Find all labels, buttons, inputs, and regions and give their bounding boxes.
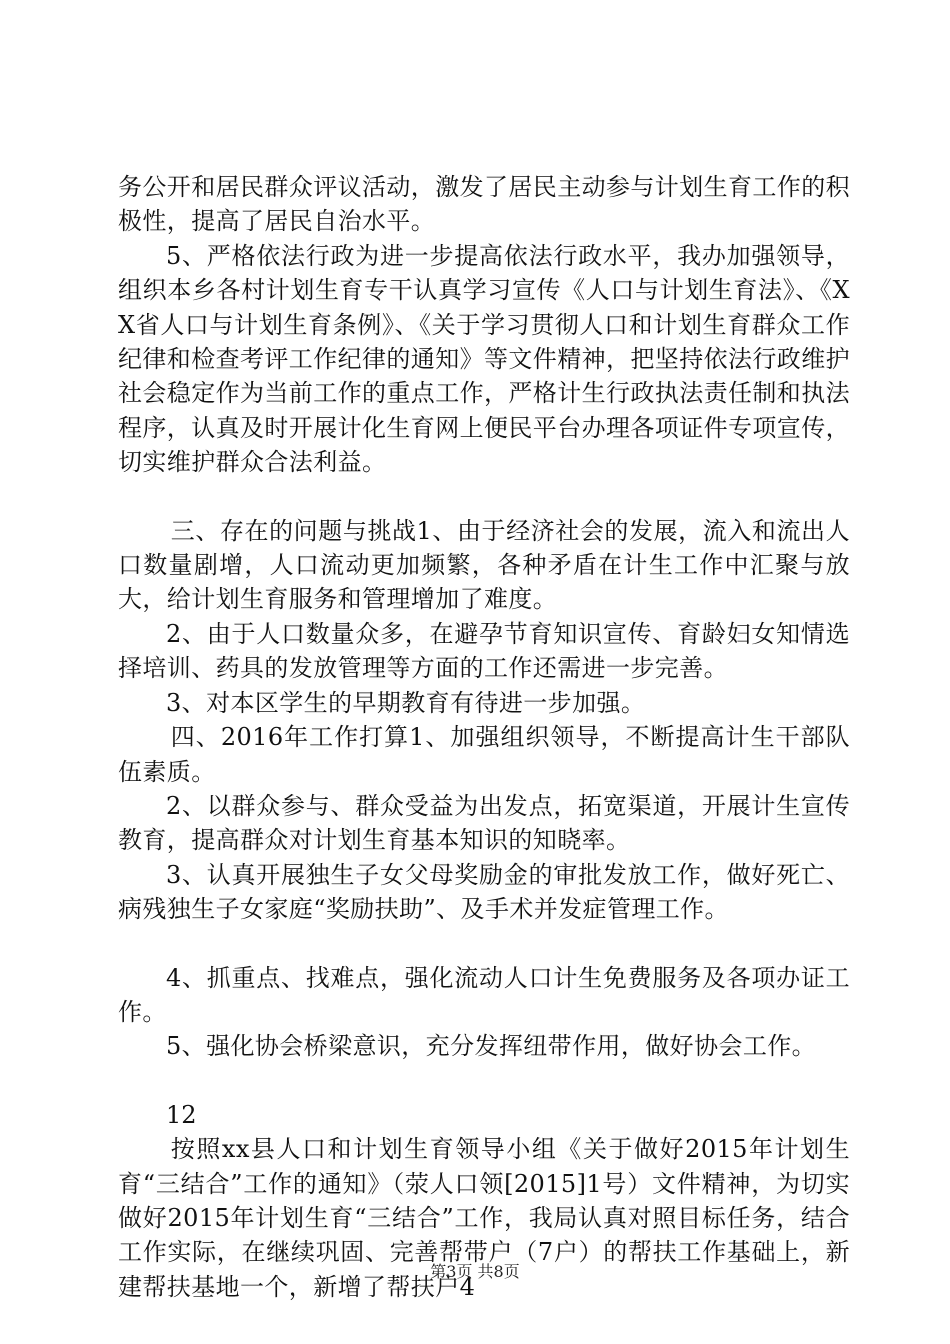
paragraph-law-enforcement: 5、严格依法行政为进一步提高依法行政水平，我办加强领导，组织本乡各村计划生育专干认真学习宣传《人口与计划生育法》、《XX省人口与计划生育条例》、《关于学习贯彻人口和计划生育群众工作纪律和检查考评工作纪律的通知》等文件精神，把坚持依法行政维护社会稳定作为当前工作的重点工作，严格计生行政执法责任制和执法程序，认真及时开展计化生育网上便民平台办理各项证件专项宣传，切实维护群众合法利益。 — [118, 241, 850, 477]
paragraph-problem-2: 2、由于人口数量众多，在避孕节育知识宣传、育龄妇女知情选择培训、药具的发放管理等方面的工作还需进一步完善。 — [118, 619, 850, 683]
paragraph-plan-3: 3、认真开展独生子女父母奖励金的审批发放工作，做好死亡、病残独生子女家庭“奖励扶助”、及手术并发症管理工作。 — [118, 860, 850, 924]
page-footer: 第3页 共8页 — [430, 1262, 520, 1281]
section-number: 12 — [166, 1100, 197, 1129]
paragraph-gap — [118, 480, 850, 514]
paragraph-plan-heading: 四、2016年工作打算1、加强组织领导，不断提高计生干部队伍素质。 — [118, 723, 850, 786]
paragraph-plan-5: 5、强化协会桥梁意识，充分发挥纽带作用，做好协会工作。 — [166, 1032, 817, 1061]
paragraph-plan-2: 2、以群众参与、群众受益为出发点，拓宽渠道，开展计生宣传教育，提高群众对计划生育基本知识的知晓率。 — [118, 791, 850, 855]
paragraph-problem-3: 3、对本区学生的早期教育有待进一步加强。 — [166, 688, 646, 717]
paragraph-continuation: 务公开和居民群众评议活动，激发了居民主动参与计划生育工作的积极性，提高了居民自治水平。 — [118, 173, 850, 236]
paragraph-problems-heading: 三、存在的问题与挑战1、由于经济社会的发展，流入和流出人口数量剧增，人口流动更加频繁，各种矛盾在计生工作中汇聚与放大，给计划生育服务和管理增加了难度。 — [118, 516, 850, 614]
document-body — [118, 170, 850, 1304]
paragraph-gap — [118, 1064, 850, 1098]
paragraph-three-combination: 按照xx县人口和计划生育领导小组《关于做好2015年计划生育“三结合”工作的通知》（荥人口领[2015]1号）文件精神，为切实做好2015年计划生育“三结合”工作，我局认真对照目标任务，结合工作实际，在继续巩固、完善帮带户（7户）的帮扶工作基础上，新建帮扶基地一个，新增了帮扶户4 — [118, 1135, 850, 1301]
paragraph-gap — [118, 927, 850, 961]
paragraph-plan-4: 4、抓重点、找难点，强化流动人口计生免费服务及各项办证工作。 — [118, 963, 850, 1026]
